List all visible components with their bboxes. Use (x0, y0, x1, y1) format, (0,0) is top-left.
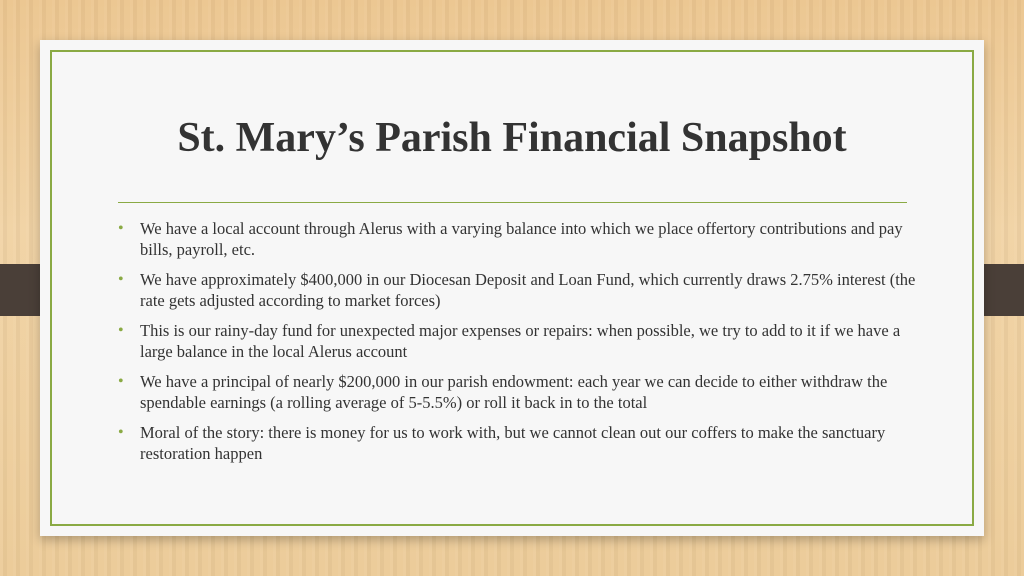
slide-title: St. Mary’s Parish Financial Snapshot (177, 115, 847, 161)
bullet-marker: • (118, 220, 124, 237)
bullet-marker: • (118, 271, 124, 288)
slide-card (40, 40, 984, 536)
bullet-item (118, 371, 918, 413)
bullet-text: We have a principal of nearly $200,000 in our parish endowment: each year we can decide to either withdraw the spendable earnings (a rolling average of 5-5.5%) or roll it back in to the total (140, 372, 888, 412)
bullet-text: Moral of the story: there is money for us to work with, but we cannot clean out our coffers to make the sanctuary restoration happen (140, 423, 886, 463)
title-divider (118, 202, 907, 203)
bullet-item (118, 320, 918, 362)
bullet-text: This is our rainy-day fund for unexpected major expenses or repairs: when possible, we try to add to it if we have a large balance in the local Alerus account (140, 321, 901, 361)
bullet-list (118, 218, 918, 473)
bullet-item (118, 422, 918, 464)
bullet-item (118, 218, 918, 260)
bullet-marker: • (118, 373, 124, 390)
bullet-text: We have approximately $400,000 in our Diocesan Deposit and Loan Fund, which currently draws 2.75% interest (the rate gets adjusted according to market forces) (140, 270, 916, 310)
bullet-marker: • (118, 424, 124, 441)
bullet-item (118, 269, 918, 311)
bullet-marker: • (118, 322, 124, 339)
bullet-text: We have a local account through Alerus with a varying balance into which we place offertory contributions and pay bills, payroll, etc. (140, 219, 903, 259)
